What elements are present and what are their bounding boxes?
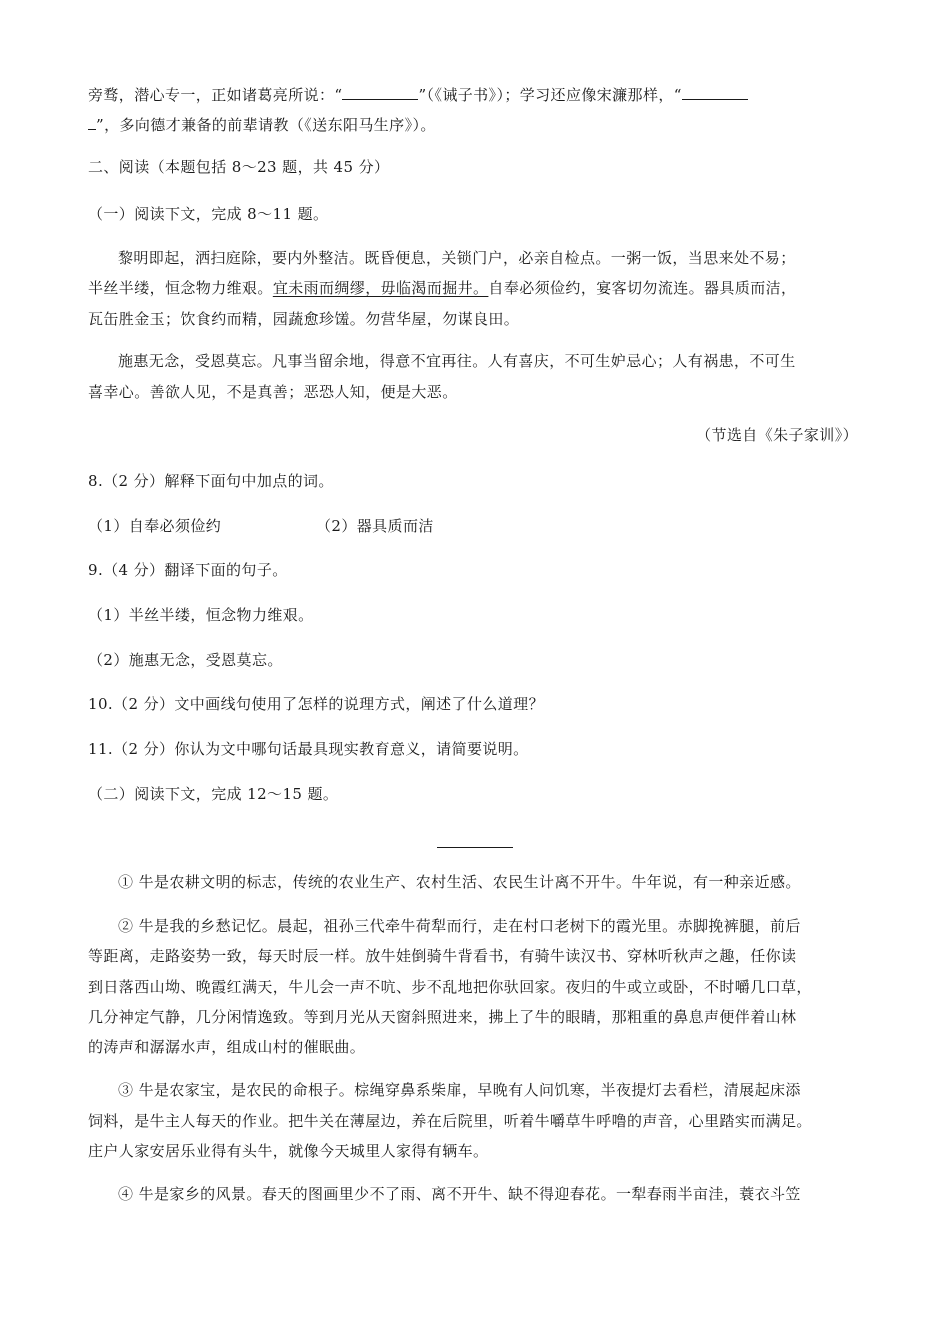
passage-line: 喜幸心。善欲人见，不是真善；恶恐人知，便是大恶。 (88, 383, 458, 401)
question-8-options (88, 516, 868, 536)
passage-line: 黎明即起，洒扫庭除，要内外整洁。既昏便息，关锁门户，必亲自检点。一粥一饭，当思来处不易； (118, 249, 796, 267)
intro-line-1 (88, 84, 868, 105)
passage-source: （节选自《朱子家训》） (696, 426, 858, 444)
answer-blank[interactable] (88, 114, 96, 130)
question-9-option-1: （1）半丝半缕，恒念物力维艰。 (88, 606, 314, 624)
question-8-option-1: （1）自奉必须俭约 (88, 517, 222, 535)
question-10: 10.（2 分）文中画线句使用了怎样的说理方式，阐述了什么道理？ (88, 695, 544, 713)
intro-text: ”，多向德才兼备的前辈请教（《送东阳马生序》）。 (96, 116, 436, 134)
passage-line: 到日落西山坳、晚霞红满天，牛儿会一声不吭、步不乱地把你驮回家。夜归的牛或立或卧，不时嚼几口草， (88, 978, 812, 996)
passage-line: 的涛声和潺潺水声，组成山村的催眠曲。 (88, 1038, 366, 1056)
intro-line-2 (88, 114, 868, 135)
passage-line: ④ 牛是家乡的风景。春天的图画里少不了雨、离不开牛、缺不得迎春花。一犁春雨半亩洼，蓑衣斗笠 (118, 1185, 801, 1203)
passage-line: 饲料，是牛主人每天的作业。把牛关在薄屋边，养在后院里，听着牛嚼草牛呼噜的声音，心里踏实而满足。 (88, 1112, 812, 1130)
passage-line: ③ 牛是农家宝，是农民的命根子。棕绳穿鼻系柴扉，早晚有人问饥寒，半夜提灯去看栏，清展起床添 (118, 1081, 801, 1099)
passage-line: 等距离，走路姿势一致，每天时辰一样。放牛娃倒骑牛背看书，有骑牛读汉书、穿林听秋声之趣，任你读 (88, 947, 797, 965)
passage-line (88, 278, 868, 298)
answer-blank[interactable] (342, 84, 418, 100)
passage-line: ② 牛是我的乡愁记忆。晨起，祖孙三代牵牛荷犁而行，走在村口老树下的霞光里。赤脚挽裤腿，前后 (118, 917, 801, 935)
question-8-option-2: （2）器具质而洁 (316, 517, 434, 535)
question-9: 9.（4 分）翻译下面的句子。 (88, 561, 288, 579)
passage-line: 几分神定气静，几分闲情逸致。等到月光从天窗斜照进来，拂上了牛的眼睛，那粗重的鼻息声便伴着山林 (88, 1008, 797, 1026)
title-blank[interactable] (437, 847, 513, 848)
passage-line: 庄户人家安居乐业得有头牛，就像今天城里人家得有辆车。 (88, 1142, 489, 1160)
question-9-option-2: （2）施惠无念，受恩莫忘。 (88, 651, 283, 669)
intro-text: 旁骛，潜心专一，正如诸葛亮所说：“ (88, 86, 343, 104)
passage-line: ① 牛是农耕文明的标志，传统的农业生产、农村生活、农民生计离不开牛。牛年说，有一种亲近感。 (118, 873, 801, 891)
passage-text: 半丝半缕，恒念物力维艰。 (88, 279, 273, 297)
answer-blank[interactable] (682, 84, 748, 100)
part-heading: （二）阅读下文，完成 12～15 题。 (88, 785, 339, 803)
question-8: 8.（2 分）解释下面句中加点的词。 (88, 472, 334, 490)
intro-text: ”（《诫子书》）；学习还应像宋濂那样，“ (418, 86, 682, 104)
question-11: 11.（2 分）你认为文中哪句话最具现实教育意义，请简要说明。 (88, 740, 529, 758)
underlined-sentence: 宜未雨而绸缪，毋临渴而掘井。 (272, 279, 489, 297)
part-heading: （一）阅读下文，完成 8～11 题。 (88, 205, 329, 223)
passage-line: 瓦缶胜金玉；饮食约而精，园蔬愈珍馐。勿营华屋，勿谋良田。 (88, 310, 520, 328)
passage-line: 施惠无念，受恩莫忘。凡事当留余地，得意不宜再往。人有喜庆，不可生妒忌心；人有祸患，不可生 (118, 352, 796, 370)
section-heading: 二、阅读（本题包括 8～23 题，共 45 分） (88, 158, 390, 176)
passage-text: 自奉必须俭约，宴客切勿流连。器具质而洁， (488, 279, 797, 297)
